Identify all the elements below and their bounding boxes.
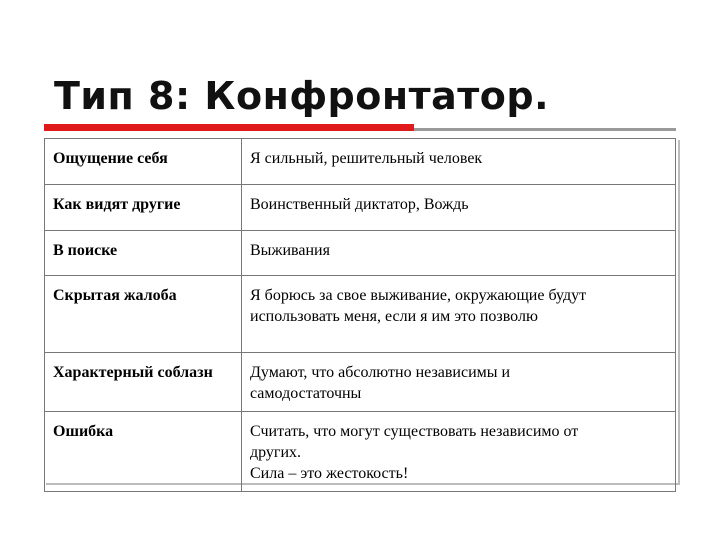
title-underline-accent [44,124,414,131]
row-value-line: использовать меня, если я им это позволю [250,308,538,325]
row-value-line: других. [250,444,302,461]
slide-title: Тип 8: Конфронтатор. [54,74,550,118]
table-row [45,276,676,353]
row-value [242,353,676,412]
row-value-line: Я сильный, решительный человек [250,150,483,167]
row-value-line: самодостаточны [250,385,362,402]
row-value [242,276,676,353]
table-row [45,185,676,231]
row-value-line: Думают, что абсолютно независимы и [250,364,511,381]
row-value [242,139,676,185]
table-row [45,412,676,492]
row-label: Ошибка [45,412,242,492]
table-row [45,353,676,412]
table-row [45,231,676,276]
row-value-line: Выживания [250,242,330,259]
row-value-line: Воинственный диктатор, Вождь [250,196,469,213]
row-value-line: Я борюсь за свое выживание, окружающие будут [250,287,587,304]
row-value-line: Считать, что могут существовать независимо от [250,423,579,440]
table-row [45,139,676,185]
row-value [242,412,676,492]
type-description-table [44,138,676,492]
row-value [242,185,676,231]
row-label: В поиске [45,231,242,276]
row-label: Как видят другие [45,185,242,231]
row-label: Характерный соблазн [45,353,242,412]
row-value [242,231,676,276]
row-label: Скрытая жалоба [45,276,242,353]
row-value-line: Сила – это жестокость! [250,465,409,482]
row-label: Ощущение себя [45,139,242,185]
